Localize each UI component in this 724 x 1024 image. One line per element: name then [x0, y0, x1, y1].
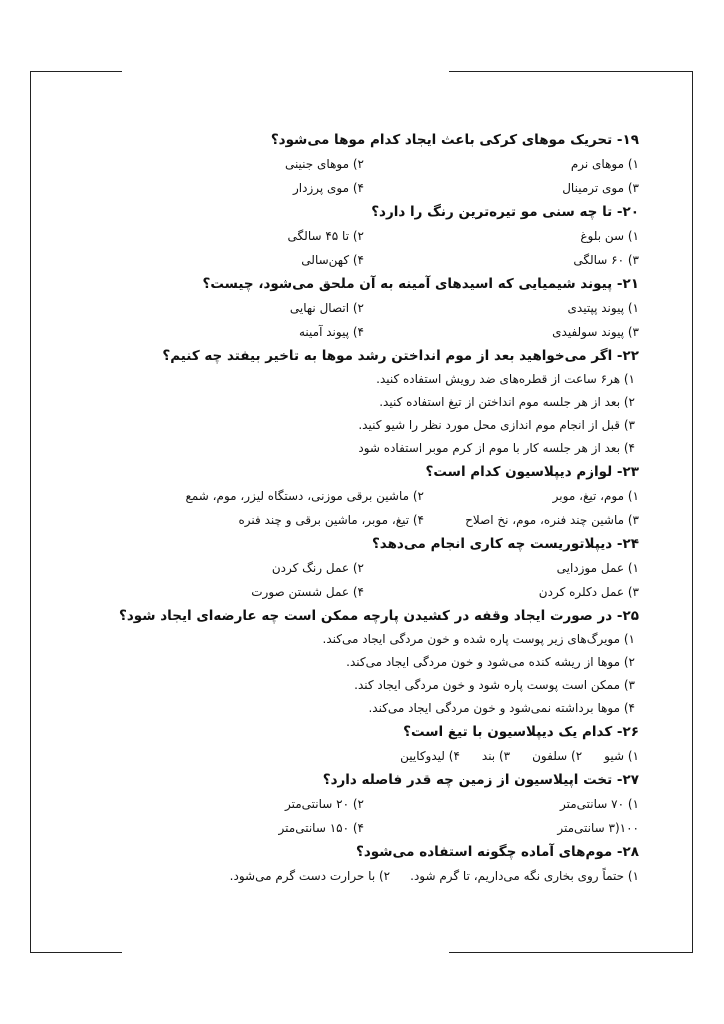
question-22	[162, 344, 639, 460]
question-23	[185, 460, 639, 532]
options	[190, 368, 639, 460]
question-sheet	[119, 128, 639, 888]
option-4: ۴) موی پرزدار	[292, 181, 364, 195]
option-1: ۱) مویرگ‌های زیر پوست پاره شده و خون مردگی ایجاد می‌کند.	[322, 632, 635, 646]
question-title: ۲۵- در صورت ایجاد وقفه در کشیدن پارچه ممکن است چه عارضه‌ای ایجاد شود؟	[119, 608, 639, 624]
option-2: ۲) اتصال نهایی	[289, 301, 364, 315]
question-title: ۲۳- لوازم دیپلاسیون کدام است؟	[425, 464, 639, 480]
option-3: ۳) ممکن است پوست پاره شود و خون مردگی ایجاد کند.	[354, 678, 635, 692]
option-4: ۴) کهن‌سالی	[301, 253, 364, 267]
options	[85, 484, 639, 532]
question-title: ۱۹- تحریک موهای کرکی باعث ایجاد کدام موها می‌شود؟	[270, 132, 639, 148]
option-2: ۲) موهای جنینی	[284, 157, 364, 171]
frame-top-left	[30, 71, 122, 72]
option-4: ۴) بعد از هر جلسه کار با موم از کرم موبر استفاده شود	[358, 441, 635, 455]
question-title: ۲۸- موم‌های آماده چگونه استفاده می‌شود؟	[356, 844, 639, 860]
option-1: ۱) عمل موزدایی	[556, 561, 639, 575]
question-20	[190, 200, 639, 272]
options	[80, 864, 639, 888]
option-4: ۴) ۱۵۰ سانتی‌متر	[278, 821, 364, 835]
frame-right	[692, 71, 693, 953]
option-2: ۲) با حرارت دست گرم می‌شود.	[229, 869, 391, 883]
frame-bottom-left	[30, 952, 122, 953]
option-2: ۲) موها از ریشه کنده می‌شود و خون مردگی ایجاد می‌کند.	[346, 655, 635, 669]
options	[190, 152, 639, 200]
frame-left	[30, 71, 31, 953]
question-21	[190, 272, 639, 344]
question-28	[190, 840, 639, 888]
option-3: ۳) عمل دکلره کردن	[538, 585, 639, 599]
option-1: ۱) هر۶ ساعت از قطره‌های ضد رویش استفاده کنید.	[376, 372, 635, 386]
option-2: ۲) بعد از هر جلسه موم انداختن از تیغ استفاده کنید.	[379, 395, 635, 409]
option-1: ۱) شیو	[604, 749, 639, 763]
option-3: ۳) ۶۰ سالگی	[573, 253, 639, 267]
option-2: ۲) سلفون	[532, 749, 583, 763]
option-1: ۱) پیوند پپتیدی	[567, 301, 639, 315]
options	[190, 556, 639, 604]
option-4: ۴) عمل شستن صورت	[251, 585, 364, 599]
question-title: ۲۴- دیپلاتوریست چه کاری انجام می‌دهد؟	[371, 536, 639, 552]
question-19	[190, 128, 639, 200]
option-4: ۴) تیغ، موبر، ماشین برقی و چند فنره	[238, 513, 424, 527]
option-1: ۱) سن بلوغ	[580, 229, 639, 243]
question-27	[190, 768, 639, 840]
options	[190, 792, 639, 840]
option-3: ۱۰۰(۳ سانتی‌متر	[557, 821, 639, 835]
option-4: ۴) لیدوکایین	[400, 749, 460, 763]
option-1: ۱) حتماً روی بخاری نگه می‌داریم، تا گرم شود.	[410, 869, 639, 883]
option-3: ۳) پیوند سولفیدی	[552, 325, 639, 339]
question-title: ۲۲- اگر می‌خواهید بعد از موم انداختن رشد موها به تاخیر بیفتد چه کنیم؟	[162, 348, 639, 364]
question-25	[119, 604, 639, 720]
frame-bottom-right	[449, 952, 692, 953]
option-4: ۴) پیوند آمینه	[299, 325, 364, 339]
option-3: ۳) ماشین چند فنره، موم، نخ اصلاح	[465, 513, 639, 527]
option-3: ۳) بند	[481, 749, 511, 763]
option-2: ۲) تا ۴۵ سالگی	[287, 229, 364, 243]
options	[190, 224, 639, 272]
option-3: ۳) قبل از انجام موم اندازی محل مورد نظر را شیو کنید.	[358, 418, 635, 432]
option-3: ۳) موی ترمینال	[562, 181, 639, 195]
option-2: ۲) عمل رنگ کردن	[271, 561, 364, 575]
options	[190, 296, 639, 344]
question-title: ۲۱- پیوند شیمیایی که اسیدهای آمینه به آن ملحق می‌شود، چیست؟	[202, 276, 639, 292]
option-1: ۱) موم، تیغ، موبر	[552, 489, 639, 503]
options	[190, 744, 639, 768]
option-1: ۱) ۷۰ سانتی‌متر	[559, 797, 639, 811]
question-24	[190, 532, 639, 604]
question-title: ۲۷- تخت اپیلاسیون از زمین چه قدر فاصله دارد؟	[322, 772, 639, 788]
options	[190, 628, 639, 720]
option-2: ۲) ماشین برقی موزنی، دستگاه لیزر، موم، شمع	[185, 489, 424, 503]
question-title: ۲۶- کدام یک دیپلاسیون با تیغ است؟	[403, 724, 639, 740]
option-1: ۱) موهای نرم	[570, 157, 639, 171]
frame-top-right	[449, 71, 692, 72]
question-26	[190, 720, 639, 768]
option-2: ۲) ۲۰ سانتی‌متر	[284, 797, 364, 811]
option-4: ۴) موها برداشته نمی‌شود و خون مردگی ایجاد می‌کند.	[368, 701, 635, 715]
question-title: ۲۰- تا چه سنی مو تیره‌ترین رنگ را دارد؟	[371, 204, 639, 220]
